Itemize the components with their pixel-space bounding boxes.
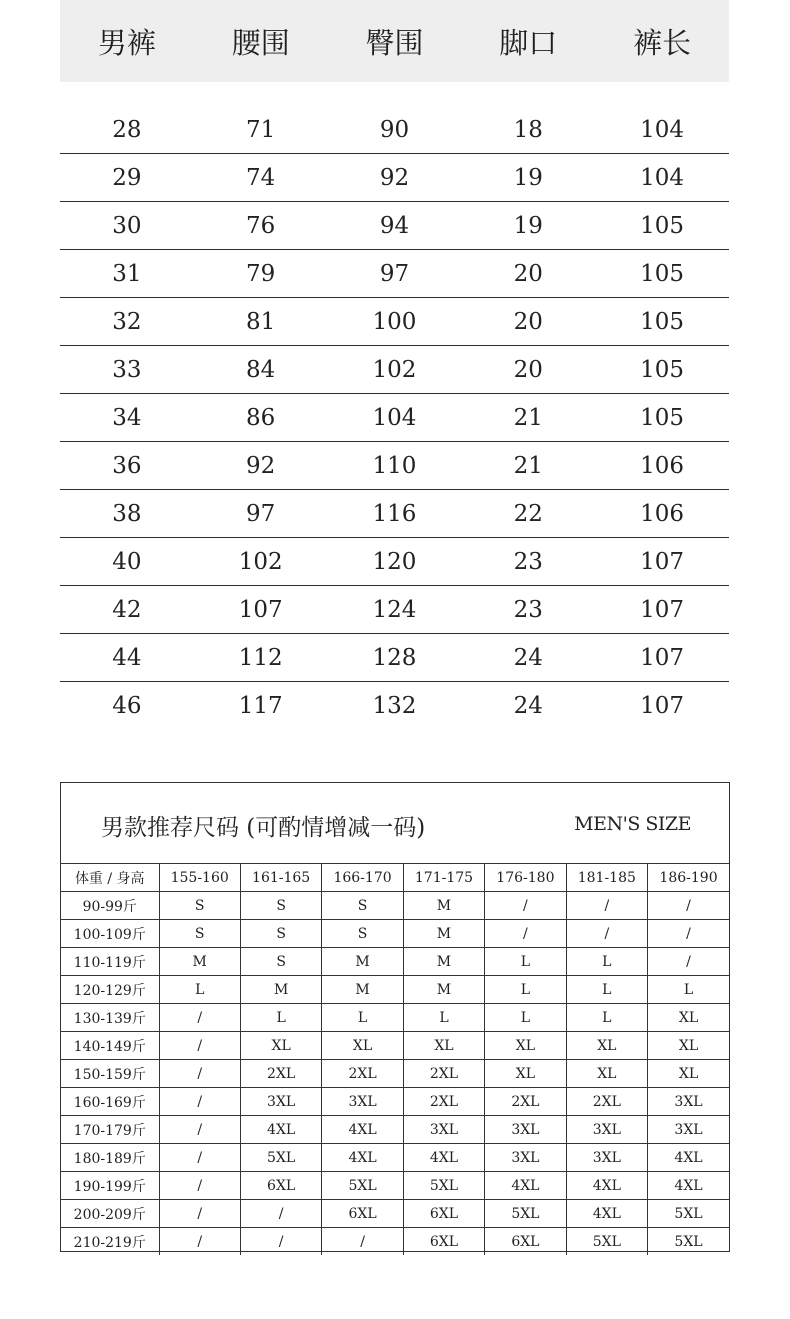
pants-cell: 105 [640, 260, 685, 287]
size-cell: 6XL [322, 1200, 403, 1228]
size-cell: S [322, 892, 403, 920]
height-range-header: 166-170 [322, 864, 403, 892]
pants-cell: 128 [372, 644, 417, 671]
pants-cell: 86 [246, 404, 276, 431]
pants-cell: 44 [112, 644, 142, 671]
size-cell: L [240, 1004, 321, 1032]
pants-cell: 100 [372, 308, 417, 335]
size-cell: / [159, 1032, 240, 1060]
size-cell: M [403, 948, 484, 976]
size-cell: 5XL [566, 1228, 647, 1256]
pants-cell: 71 [246, 116, 276, 143]
recommend-row [61, 1116, 729, 1144]
pants-cell: 116 [372, 500, 417, 527]
recommend-row [61, 920, 729, 948]
weight-range-cell: 90-99斤 [61, 892, 159, 920]
pants-cell: 104 [640, 164, 685, 191]
pants-cell: 24 [513, 693, 543, 719]
pants-row [60, 202, 729, 250]
size-cell: L [159, 976, 240, 1004]
recommend-grid [61, 864, 729, 1255]
size-cell: 4XL [648, 1172, 729, 1200]
pants-cell: 124 [372, 596, 417, 623]
recommend-row [61, 892, 729, 920]
pants-row [60, 490, 729, 538]
size-cell: 4XL [648, 1144, 729, 1172]
recommend-row [61, 976, 729, 1004]
weight-range-cell: 160-169斤 [61, 1088, 159, 1116]
size-cell: / [485, 920, 566, 948]
header-pants-size: 男裤 [97, 25, 156, 60]
size-cell: 3XL [648, 1088, 729, 1116]
weight-range-cell: 140-149斤 [61, 1032, 159, 1060]
pants-cell: 107 [640, 644, 685, 671]
weight-range-cell: 190-199斤 [61, 1172, 159, 1200]
pants-cell: 105 [640, 308, 685, 335]
size-cell: 5XL [648, 1200, 729, 1228]
header-leg-opening: 脚口 [499, 25, 558, 60]
size-cell: 4XL [240, 1116, 321, 1144]
pants-row [60, 634, 729, 682]
pants-cell: 117 [238, 693, 283, 719]
header-waist: 腰围 [231, 25, 290, 60]
size-cell: 2XL [403, 1088, 484, 1116]
weight-range-cell: 170-179斤 [61, 1116, 159, 1144]
size-cell: 5XL [485, 1200, 566, 1228]
size-cell: / [648, 920, 729, 948]
pants-cell: 33 [112, 356, 142, 383]
size-cell: 6XL [485, 1228, 566, 1256]
size-cell: XL [403, 1032, 484, 1060]
size-cell: / [240, 1228, 321, 1256]
weight-range-cell: 100-109斤 [61, 920, 159, 948]
pants-cell: 29 [112, 164, 142, 191]
size-cell: XL [485, 1060, 566, 1088]
pants-cell: 40 [112, 548, 142, 575]
recommend-body [61, 892, 729, 1256]
pants-cell: 79 [246, 260, 276, 287]
pants-cell: 107 [640, 693, 685, 719]
recommend-row [61, 1200, 729, 1228]
pants-cell: 92 [246, 452, 276, 479]
pants-cell: 36 [112, 452, 142, 479]
header-hip: 臀围 [365, 25, 424, 60]
pants-cell: 92 [379, 164, 410, 191]
size-cell: / [485, 892, 566, 920]
height-range-header: 155-160 [159, 864, 240, 892]
pants-cell: 102 [372, 356, 417, 383]
pants-cell: 84 [246, 356, 276, 383]
pants-cell: 76 [246, 212, 276, 239]
pants-cell: 107 [640, 548, 685, 575]
size-cell: S [322, 920, 403, 948]
pants-cell: 20 [513, 356, 543, 383]
pants-cell: 106 [640, 452, 685, 479]
pants-cell: 104 [372, 404, 417, 431]
pants-cell: 90 [379, 116, 410, 143]
size-cell: / [159, 1228, 240, 1256]
size-cell: XL [322, 1032, 403, 1060]
size-cell: 4XL [566, 1172, 647, 1200]
pants-cell: 23 [513, 548, 543, 575]
pants-cell: 104 [640, 116, 685, 143]
header-length: 裤长 [633, 25, 692, 60]
size-cell: M [240, 976, 321, 1004]
size-cell: 3XL [485, 1144, 566, 1172]
size-cell: XL [566, 1032, 647, 1060]
size-cell: L [648, 976, 729, 1004]
pants-cell: 34 [112, 404, 142, 431]
pants-row [60, 298, 729, 346]
pants-row [60, 154, 729, 202]
recommend-size-table [60, 782, 730, 1252]
pants-cell: 21 [513, 404, 543, 431]
pants-cell: 132 [372, 693, 417, 719]
size-cell: 6XL [403, 1228, 484, 1256]
pants-row [60, 394, 729, 442]
size-cell: L [566, 1004, 647, 1032]
weight-range-cell: 210-219斤 [61, 1228, 159, 1256]
pants-row [60, 106, 729, 154]
recommend-row [61, 1004, 729, 1032]
weight-range-cell: 200-209斤 [61, 1200, 159, 1228]
pants-row [60, 346, 729, 394]
weight-range-cell: 120-129斤 [61, 976, 159, 1004]
size-cell: S [159, 892, 240, 920]
height-range-header: 176-180 [485, 864, 566, 892]
size-cell: 6XL [403, 1200, 484, 1228]
pants-cell: 105 [640, 212, 685, 239]
height-range-header: 186-190 [648, 864, 729, 892]
size-cell: S [240, 892, 321, 920]
weight-range-cell: 180-189斤 [61, 1144, 159, 1172]
size-cell: L [566, 976, 647, 1004]
pants-row [60, 250, 729, 298]
size-cell: / [648, 948, 729, 976]
recommend-row [61, 1144, 729, 1172]
pants-cell: 112 [238, 644, 283, 671]
size-cell: 6XL [240, 1172, 321, 1200]
pants-cell: 102 [238, 548, 283, 575]
size-cell: M [159, 948, 240, 976]
pants-row [60, 442, 729, 490]
size-cell: S [240, 948, 321, 976]
height-range-header: 161-165 [240, 864, 321, 892]
pants-row [60, 538, 729, 586]
size-cell: 2XL [240, 1060, 321, 1088]
size-cell: / [648, 892, 729, 920]
pants-cell: 81 [246, 308, 276, 335]
pants-cell: 106 [640, 500, 685, 527]
pants-size-header [60, 0, 729, 82]
recommend-row [61, 1228, 729, 1256]
pants-row [60, 586, 729, 634]
size-cell: M [403, 920, 484, 948]
size-cell: / [566, 892, 647, 920]
size-cell: / [159, 1172, 240, 1200]
recommend-row [61, 948, 729, 976]
size-cell: 4XL [322, 1144, 403, 1172]
pants-cell: 24 [513, 644, 543, 671]
weight-range-cell: 130-139斤 [61, 1004, 159, 1032]
pants-cell: 32 [112, 308, 142, 335]
pants-cell: 19 [513, 164, 543, 191]
size-cell: / [322, 1228, 403, 1256]
size-cell: S [240, 920, 321, 948]
pants-cell: 30 [112, 212, 142, 239]
pants-cell: 21 [513, 452, 543, 479]
height-range-header: 171-175 [403, 864, 484, 892]
size-cell: / [159, 1088, 240, 1116]
size-cell: 5XL [674, 1233, 703, 1250]
size-cell: 2XL [485, 1088, 566, 1116]
size-cell: 3XL [403, 1116, 484, 1144]
recommend-row [61, 1088, 729, 1116]
pants-cell: 107 [238, 596, 283, 623]
size-cell: 3XL [322, 1088, 403, 1116]
size-cell: 4XL [485, 1172, 566, 1200]
size-cell: 5XL [403, 1172, 484, 1200]
pants-cell: 23 [513, 596, 543, 623]
size-cell: L [322, 1004, 403, 1032]
pants-cell: 20 [513, 308, 543, 335]
size-cell: 5XL [240, 1144, 321, 1172]
pants-cell: 22 [513, 500, 543, 527]
recommend-title-bar [61, 783, 729, 864]
size-cell: L [566, 948, 647, 976]
size-cell: 4XL [403, 1144, 484, 1172]
weight-range-cell: 110-119斤 [61, 948, 159, 976]
recommend-row [61, 1172, 729, 1200]
pants-cell: 97 [246, 500, 276, 527]
size-cell: XL [485, 1032, 566, 1060]
pants-cell: 46 [112, 693, 142, 719]
size-cell: XL [648, 1032, 729, 1060]
pants-cell: 97 [379, 260, 410, 287]
recommend-title: 男款推荐尺码 (可酌情增减一码) [101, 815, 426, 841]
weight-range-cell: 150-159斤 [61, 1060, 159, 1088]
size-cell: S [159, 920, 240, 948]
size-cell: M [322, 976, 403, 1004]
size-cell: 3XL [240, 1088, 321, 1116]
size-cell: 3XL [566, 1144, 647, 1172]
size-cell: 2XL [322, 1060, 403, 1088]
pants-cell: 31 [112, 260, 142, 287]
size-cell: / [240, 1200, 321, 1228]
size-cell: 5XL [322, 1172, 403, 1200]
size-cell: / [159, 1200, 240, 1228]
pants-cell: 42 [112, 596, 142, 623]
pants-cell: 28 [112, 116, 142, 143]
pants-cell: 94 [379, 212, 410, 239]
size-cell: 2XL [566, 1088, 647, 1116]
pants-size-table [60, 106, 729, 730]
pants-cell: 74 [246, 164, 276, 191]
size-cell: XL [240, 1032, 321, 1060]
weight-height-header: 体重 / 身高 [61, 864, 159, 892]
pants-row [60, 682, 729, 730]
size-cell: 3XL [566, 1116, 647, 1144]
size-cell: 3XL [485, 1116, 566, 1144]
height-range-header: 181-185 [566, 864, 647, 892]
pants-cell: 105 [640, 404, 685, 431]
size-cell: / [159, 1116, 240, 1144]
pants-cell: 120 [372, 548, 417, 575]
pants-cell: 18 [513, 116, 543, 143]
size-cell: L [485, 1004, 566, 1032]
pants-cell: 19 [513, 212, 543, 239]
size-cell: / [159, 1144, 240, 1172]
size-cell: 4XL [322, 1116, 403, 1144]
size-cell: L [485, 948, 566, 976]
pants-cell: 38 [112, 500, 142, 527]
size-cell: M [403, 976, 484, 1004]
size-cell: XL [566, 1060, 647, 1088]
size-cell: 4XL [566, 1200, 647, 1228]
size-cell: M [403, 892, 484, 920]
size-cell: L [403, 1004, 484, 1032]
size-cell: M [322, 948, 403, 976]
pants-cell: 20 [513, 260, 543, 287]
size-cell: 2XL [403, 1060, 484, 1088]
size-cell: / [566, 920, 647, 948]
size-cell: 3XL [648, 1116, 729, 1144]
recommend-row [61, 1032, 729, 1060]
pants-cell: 107 [640, 596, 685, 623]
size-cell: / [159, 1004, 240, 1032]
size-cell: XL [648, 1060, 729, 1088]
recommend-header-row [61, 864, 729, 892]
size-cell: L [485, 976, 566, 1004]
recommend-subtitle: MEN'S SIZE [574, 813, 691, 835]
pants-cell: 110 [372, 452, 417, 479]
size-cell: / [159, 1060, 240, 1088]
size-cell: XL [648, 1004, 729, 1032]
pants-cell: 105 [640, 356, 685, 383]
recommend-row [61, 1060, 729, 1088]
